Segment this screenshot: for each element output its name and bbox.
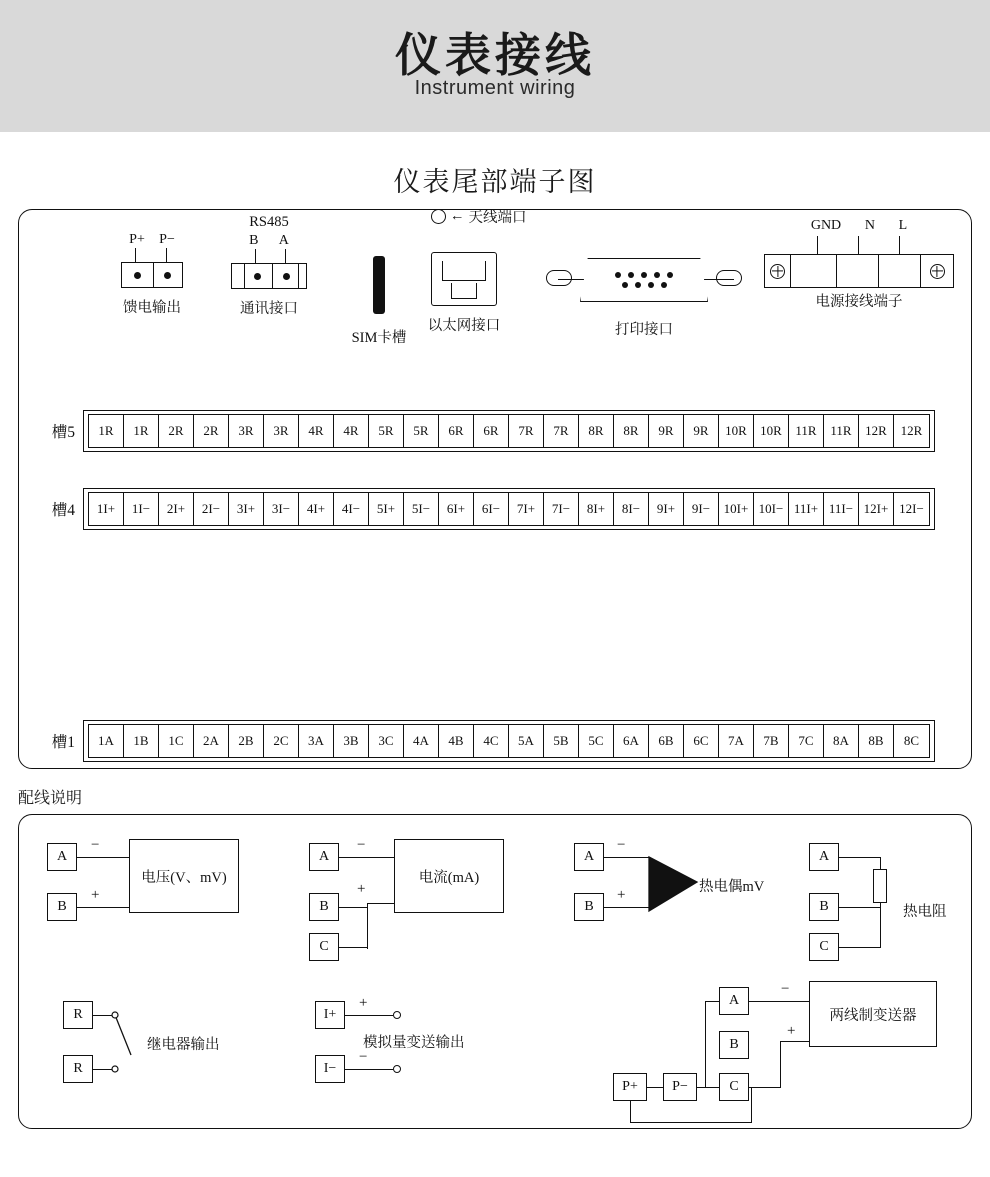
terminal-cell[interactable]: 1I− xyxy=(124,493,159,525)
slot-1-strip-outer xyxy=(83,720,935,762)
terminal-cell[interactable]: 3C xyxy=(369,725,404,757)
current-sign-plus: + xyxy=(357,881,366,897)
sim-card-slot-icon[interactable] xyxy=(373,256,385,314)
slot-4-strip[interactable] xyxy=(88,492,930,526)
analog-terminal-iplus[interactable]: I+ xyxy=(315,1001,345,1029)
page-banner xyxy=(0,0,990,132)
terminal-cell[interactable]: 11R xyxy=(824,415,859,447)
wiring-notes-title: 配线说明 xyxy=(18,790,83,807)
rear-terminal-panel xyxy=(18,209,972,769)
rs485-screw-a xyxy=(283,273,290,280)
slot-1-label: 槽1 xyxy=(51,734,75,751)
terminal-cell[interactable]: 2B xyxy=(229,725,264,757)
current-sign-minus: − xyxy=(357,837,366,853)
feed-output-terminal-block[interactable] xyxy=(121,262,183,288)
analog-out-dot-minus xyxy=(393,1065,401,1073)
tc-sign-minus: − xyxy=(617,837,626,853)
power-pin-gnd: GND xyxy=(810,218,842,233)
rtd-device-label: 热电阻 xyxy=(903,904,947,920)
terminal-cell[interactable]: 6C xyxy=(684,725,719,757)
terminal-cell[interactable]: 1A xyxy=(89,725,124,757)
terminal-cell[interactable]: 6R xyxy=(439,415,474,447)
terminal-cell[interactable]: 7I+ xyxy=(509,493,544,525)
terminal-cell[interactable]: 7A xyxy=(719,725,754,757)
print-port-label: 打印接口 xyxy=(615,322,673,338)
connector-ethernet[interactable] xyxy=(404,236,524,335)
twowire-terminal-pplus[interactable]: P+ xyxy=(613,1073,647,1101)
slot-5-row xyxy=(35,410,935,452)
voltage-sign-plus: + xyxy=(91,887,100,903)
terminal-cell[interactable]: 9I+ xyxy=(649,493,684,525)
terminal-cell[interactable]: 7R xyxy=(509,415,544,447)
connector-row xyxy=(19,210,971,360)
rtd-terminal-c[interactable]: C xyxy=(809,933,839,961)
terminal-cell[interactable]: 10I+ xyxy=(719,493,754,525)
rtd-resistor-icon xyxy=(873,869,887,903)
twowire-terminal-pminus[interactable]: P− xyxy=(663,1073,697,1101)
current-terminal-c[interactable]: C xyxy=(309,933,339,961)
terminal-cell[interactable]: 1R xyxy=(89,415,124,447)
terminal-cell[interactable]: 4C xyxy=(474,725,509,757)
voltage-device-box: 电压(V、mV) xyxy=(129,839,239,913)
voltage-terminal-a[interactable]: A xyxy=(47,843,77,871)
feed-pin-pminus: P− xyxy=(159,232,175,247)
rtd-terminal-a[interactable]: A xyxy=(809,843,839,871)
terminal-cell[interactable]: 5A xyxy=(509,725,544,757)
terminal-cell[interactable]: 3I− xyxy=(264,493,299,525)
diagram-title: 仪表尾部端子图 xyxy=(393,167,597,197)
current-terminal-a[interactable]: A xyxy=(309,843,339,871)
terminal-cell[interactable]: 8I− xyxy=(614,493,649,525)
feed-output-label: 馈电输出 xyxy=(123,300,181,316)
slot-1-row xyxy=(35,720,935,762)
terminal-cell[interactable]: 7C xyxy=(789,725,824,757)
twowire-terminal-b[interactable]: B xyxy=(719,1031,749,1059)
terminal-cell[interactable]: 5I− xyxy=(404,493,439,525)
terminal-cell[interactable]: 8B xyxy=(859,725,894,757)
terminal-cell[interactable]: 10R xyxy=(719,415,754,447)
relay-contact-icon xyxy=(111,1005,151,1085)
antenna-arrow-icon: ← xyxy=(450,208,465,224)
terminal-cell[interactable]: 2C xyxy=(264,725,299,757)
terminal-cell[interactable]: 3I+ xyxy=(229,493,264,525)
terminal-cell[interactable]: 8A xyxy=(824,725,859,757)
terminal-cell[interactable]: 3B xyxy=(334,725,369,757)
slot-5-label: 槽5 xyxy=(51,424,75,441)
terminal-cell[interactable]: 1R xyxy=(124,415,159,447)
terminal-cell[interactable]: 6R xyxy=(474,415,509,447)
terminal-cell[interactable]: 10R xyxy=(754,415,789,447)
terminal-cell[interactable]: 2A xyxy=(194,725,229,757)
connector-print-port[interactable] xyxy=(534,238,754,339)
terminal-cell[interactable]: 4I+ xyxy=(299,493,334,525)
terminal-cell[interactable]: 9R xyxy=(684,415,719,447)
slot-4-strip-outer xyxy=(83,488,935,530)
tc-device-label: 热电偶mV xyxy=(699,879,765,895)
feed-screw-1 xyxy=(134,272,141,279)
connector-power-terminal[interactable] xyxy=(749,218,969,311)
terminal-cell[interactable]: 6A xyxy=(614,725,649,757)
relay-device-label: 继电器输出 xyxy=(147,1037,220,1053)
terminal-cell[interactable]: 11I− xyxy=(824,493,859,525)
twowire-terminal-a[interactable]: A xyxy=(719,987,749,1015)
rs485-terminal-block[interactable] xyxy=(231,263,307,289)
terminal-cell[interactable]: 12I− xyxy=(899,501,924,516)
terminal-cell[interactable]: 5C xyxy=(579,725,614,757)
terminal-cell[interactable]: 2R xyxy=(159,415,194,447)
analog-device-label: 模拟量变送输出 xyxy=(363,1035,465,1051)
terminal-cell[interactable]: 2I+ xyxy=(159,493,194,525)
thermocouple-icon xyxy=(647,851,707,921)
antenna-port-annotation xyxy=(431,206,661,227)
connector-feed-output[interactable] xyxy=(97,232,207,317)
rs485-pin-a: A xyxy=(278,233,289,248)
terminal-cell[interactable]: 12R xyxy=(900,423,923,438)
twowire-sign-minus: − xyxy=(781,981,790,997)
terminal-cell[interactable]: 4A xyxy=(404,725,439,757)
terminal-cell[interactable]: 6B xyxy=(649,725,684,757)
ethernet-label: 以太网接口 xyxy=(427,318,501,334)
analog-sign-minus: − xyxy=(359,1049,368,1065)
db9-connector-icon[interactable] xyxy=(580,258,708,302)
terminal-cell[interactable]: 6I− xyxy=(474,493,509,525)
relay-terminal-r2[interactable]: R xyxy=(63,1055,93,1083)
slot-5-strip[interactable] xyxy=(88,414,930,448)
terminal-cell[interactable]: 4R xyxy=(299,415,334,447)
slot-4-label: 槽4 xyxy=(51,502,75,519)
voltage-terminal-b[interactable]: B xyxy=(47,893,77,921)
antenna-port-label: 天线端口 xyxy=(468,210,527,226)
terminal-cell[interactable]: 6I+ xyxy=(439,493,474,525)
feed-pin-pplus: P+ xyxy=(129,232,145,247)
analog-terminal-iminus[interactable]: I− xyxy=(315,1055,345,1083)
antenna-port-icon[interactable] xyxy=(431,209,446,224)
connector-communication[interactable] xyxy=(214,214,324,318)
slot-1-strip[interactable] xyxy=(88,724,930,758)
terminal-cell[interactable]: 12I+ xyxy=(859,493,894,525)
twowire-terminal-c[interactable]: C xyxy=(719,1073,749,1101)
power-terminal-block[interactable] xyxy=(764,254,954,288)
wiring-examples-panel xyxy=(18,814,972,1129)
terminal-cell[interactable]: 9R xyxy=(649,415,684,447)
ethernet-rj45-icon[interactable] xyxy=(431,252,497,306)
rs485-pin-b: B xyxy=(249,233,259,248)
rtd-terminal-b[interactable]: B xyxy=(809,893,839,921)
terminal-cell[interactable]: 4I− xyxy=(334,493,369,525)
terminal-cell[interactable]: 7R xyxy=(544,415,579,447)
banner-title-en: Instrument wiring xyxy=(414,76,576,99)
terminal-cell[interactable]: 7I− xyxy=(544,493,579,525)
tc-sign-plus: + xyxy=(617,887,626,903)
terminal-cell[interactable]: 1B xyxy=(124,725,159,757)
terminal-cell[interactable]: 4B xyxy=(439,725,474,757)
power-terminal-label: 电源接线端子 xyxy=(815,294,903,310)
analog-sign-plus: + xyxy=(359,995,368,1011)
power-pin-l: L xyxy=(898,218,908,233)
current-terminal-b[interactable]: B xyxy=(309,893,339,921)
terminal-cell[interactable]: 9I− xyxy=(684,493,719,525)
db9-ear-left xyxy=(546,270,572,286)
terminal-cell[interactable]: 2I− xyxy=(194,493,229,525)
twowire-device-box: 两线制变送器 xyxy=(809,981,937,1047)
current-device-box: 电流(mA) xyxy=(394,839,504,913)
terminal-cell[interactable]: 5R xyxy=(404,415,439,447)
terminal-cell[interactable]: 2R xyxy=(194,415,229,447)
terminal-cell[interactable]: 10I− xyxy=(754,493,789,525)
sim-slot-label: SIM卡槽 xyxy=(351,330,407,346)
terminal-cell[interactable]: 11I+ xyxy=(789,493,824,525)
analog-out-dot-plus xyxy=(393,1011,401,1019)
feed-screw-2 xyxy=(164,272,171,279)
db9-ear-right xyxy=(716,270,742,286)
terminal-cell[interactable]: 3R xyxy=(229,415,264,447)
tc-terminal-a[interactable]: A xyxy=(574,843,604,871)
terminal-cell[interactable]: 3A xyxy=(299,725,334,757)
rs485-screw-b xyxy=(254,273,261,280)
twowire-sign-plus: + xyxy=(787,1023,796,1039)
terminal-cell[interactable]: 11R xyxy=(789,415,824,447)
relay-terminal-r1[interactable]: R xyxy=(63,1001,93,1029)
tc-terminal-b[interactable]: B xyxy=(574,893,604,921)
power-ground-screw-right xyxy=(930,264,945,279)
terminal-cell[interactable]: 8C xyxy=(903,733,920,748)
terminal-cell[interactable]: 7B xyxy=(754,725,789,757)
power-ground-screw-left xyxy=(770,264,785,279)
rs485-label: RS485 xyxy=(249,214,289,230)
terminal-cell[interactable]: 5I+ xyxy=(369,493,404,525)
banner-title-cn: 仪表接线 xyxy=(395,30,595,82)
slot-4-row xyxy=(35,488,935,530)
terminal-cell[interactable]: 1I+ xyxy=(89,493,124,525)
terminal-cell[interactable]: 4R xyxy=(334,415,369,447)
terminal-cell[interactable]: 8I+ xyxy=(579,493,614,525)
communication-label: 通讯接口 xyxy=(240,301,298,317)
voltage-sign-minus: − xyxy=(91,837,100,853)
terminal-cell[interactable]: 3R xyxy=(264,415,299,447)
terminal-cell[interactable]: 8R xyxy=(614,415,649,447)
slot-5-strip-outer xyxy=(83,410,935,452)
terminal-cell[interactable]: 5R xyxy=(369,415,404,447)
terminal-cell[interactable]: 1C xyxy=(159,725,194,757)
terminal-cell[interactable]: 8R xyxy=(579,415,614,447)
power-pin-n: N xyxy=(864,218,875,233)
terminal-cell[interactable]: 5B xyxy=(544,725,579,757)
terminal-cell[interactable]: 12R xyxy=(859,415,894,447)
